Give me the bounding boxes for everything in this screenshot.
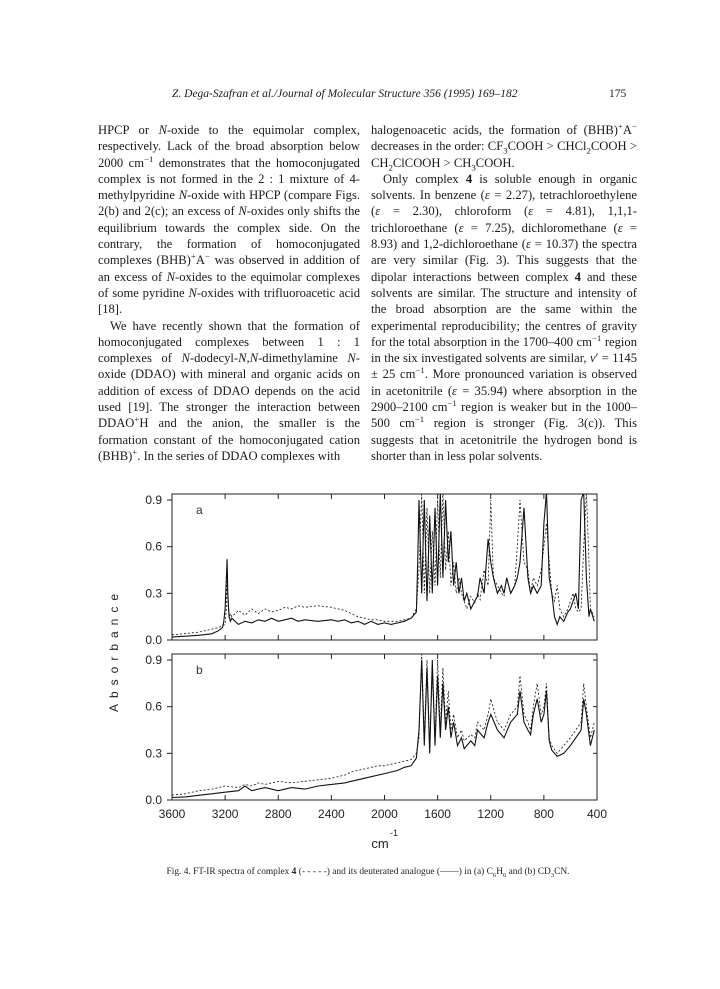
panel-b-ytick-label: 0.6	[145, 699, 162, 714]
panel-label: a	[196, 503, 203, 517]
running-title: Z. Dega-Szafran et al./Journal of Molecular Structure 356 (1995) 169–182	[172, 88, 518, 100]
right-paragraph-2: Only complex 4 is soluble enough in organic solvents. In benzene (ε = 2.27), tetrachloroethylene (ε = 2.30), chloroform (ε = 4.81), 1,1,1-trichloroethane (ε = 7.25), dichloromethane (ε = 8.93) and 1,2-dichloroethane (ε = 10.37) the spectra are very similar (Fig. 3). This suggests that the dipolar interactions between complex 4 and these solvents are similar. The structure and intensity of the broad absorption are the same within the experimental reproducibility; the centres of gravity for the total absorption in the 1700–400 $cm^{-1}$ region in the six investigated solvents are similar, ν′ = 1145 ± 25 $cm^{-1}$. More pronounced variation is observed in acetonitrile (ε = 35.94) where absorption in the 2900–2100 $cm^{-1}$ region is weaker but in the 1000–500 $cm^{-1}$ region is stronger (Fig. 3(c)). This suggests that in acetonitrile the hydrogen bond is shorter than in less polar solvents.	[371, 171, 638, 463]
page-number: 175	[609, 88, 627, 100]
panel-a-ytick-label: 0.3	[145, 586, 162, 601]
xtick-label: 3600	[158, 807, 186, 821]
series-dashed-line	[152, 492, 594, 637]
xtick-label: 1200	[477, 807, 505, 821]
figure-4	[0, 480, 720, 851]
panel-a-ytick-label: 0.9	[145, 493, 162, 507]
figure-caption: Fig. 4. FT-IR spectra of complex 4 (- - - - -) and its deuterated analogue (——) in (a) $C_6H_6$ and (b) $CD_3CN$.	[166, 867, 570, 879]
left-column	[98, 122, 360, 464]
series-solid-line	[152, 660, 594, 798]
panel-b-ytick-label: 0.9	[145, 653, 162, 667]
panel-label: b	[196, 663, 203, 677]
panel-a-ytick-label: 0.0	[145, 633, 162, 647]
right-paragraph-1: halogenoacetic acids, the formation of (BHB)+A− decreases in the order: $CF_3COOH$ > CHCl$_2$COOH > $CH_2ClCOOH$ > $CH_3COOH$.	[371, 120, 637, 173]
series-dashed-line	[152, 652, 594, 797]
panel-a-frame	[172, 494, 597, 640]
left-paragraph-1: HPCP or N-oxide to the equimolar complex, respectively. Lack of the broad absorption below 2000 $cm^{-1}$ demonstrates that the homoconjugated complex is not formed in the 2 : 1 mixture of 4-methylpyridine N-oxide with HPCP (compare Figs. 2(b) and 2(c); an excess of N-oxides only shifts the equilibrium towards the complex side. On the contrary, the formation of homoconjugated complexes (BHB)+A− was observed in addition of an excess of N-oxides to the equimolar complexes of some pyridine N-oxides with trifluoroacetic acid [18].	[98, 123, 360, 317]
series-solid-line	[152, 492, 594, 638]
running-header	[0, 88, 720, 104]
xtick-label: 3200	[211, 807, 239, 821]
panel-b-frame	[172, 654, 597, 800]
xtick-label: 800	[533, 807, 554, 821]
left-paragraph-2: We have recently shown that the formation of homoconjugated complexes between 1 : 1 complexes of N-dodecyl-N,N-dimethylamine N-oxide (DDAO) with mineral and organic acids on addition of excess of DDAO depends on the acid used [19]. The stronger the interaction between DDAO+H and the anion, the smaller is the formation constant of the homoconjugated cation (BHB)+. In the series of DDAO complexes with	[98, 318, 360, 463]
panel-b-ytick-label: 0.3	[145, 746, 162, 761]
x-axis-label: cm	[371, 836, 389, 851]
x-axis-label-exponent: -1	[390, 828, 399, 838]
xtick-label: 2000	[371, 807, 398, 821]
xtick-label: 2800	[264, 807, 292, 821]
panel-a-ytick-label: 0.6	[145, 539, 162, 554]
panel-b-ytick-label: 0.0	[145, 793, 162, 807]
xtick-label: 2400	[318, 807, 345, 821]
xtick-label: 400	[586, 807, 608, 821]
xtick-label: 1600	[424, 807, 451, 821]
right-column	[371, 122, 637, 464]
y-axis-label: Absorbance	[107, 587, 121, 713]
ftir-spectra-chart	[0, 480, 720, 860]
